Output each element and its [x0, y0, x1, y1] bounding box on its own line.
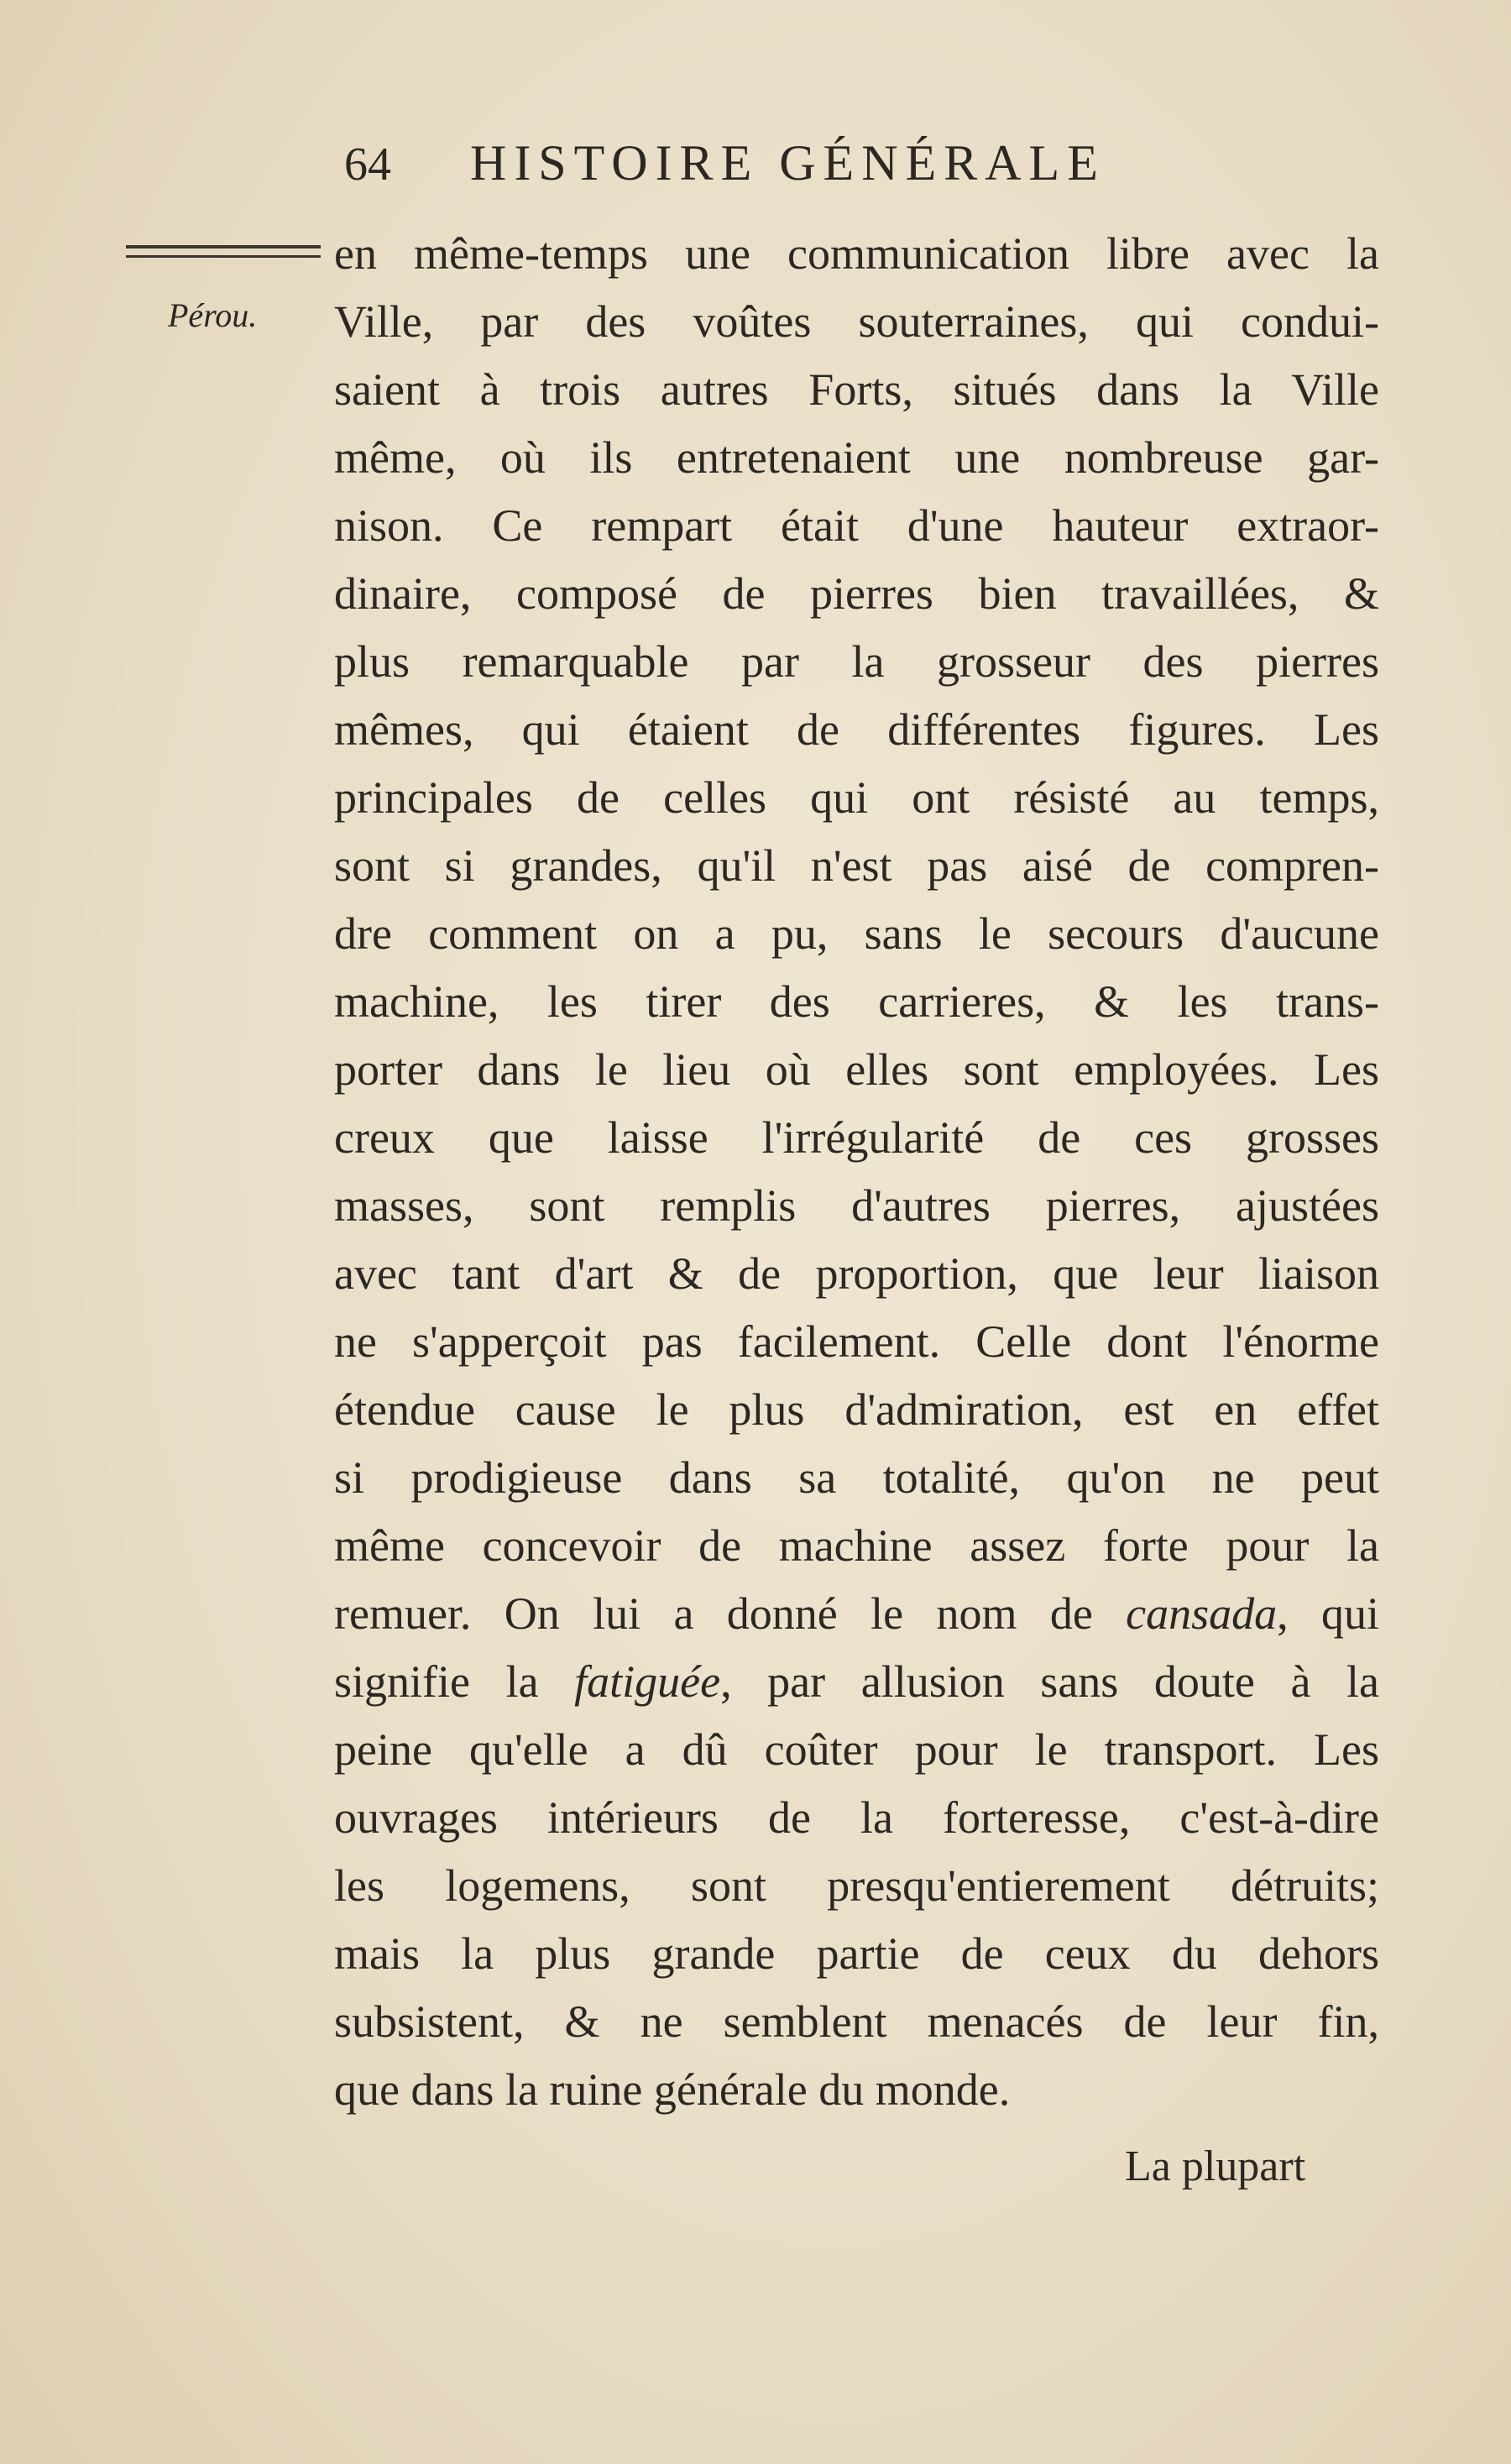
margin-rule [126, 245, 321, 258]
text-line: machine, les tirer des carrieres, & les trans- [334, 976, 1379, 1027]
text-line: creux que laisse l'irrégularité de ces grosses [334, 1112, 1379, 1163]
text-line: saient à trois autres Forts, situés dans la Ville [334, 364, 1379, 415]
italic-term-fatiguee: fatiguée [574, 1656, 721, 1707]
text-line: étendue cause le plus d'admiration, est en effet [334, 1384, 1379, 1435]
text-line: en même-temps une communication libre avec la [334, 228, 1379, 279]
text-line [334, 1648, 1379, 1716]
text-line: plus remarquable par la grosseur des pierres [334, 636, 1379, 687]
text-line: Ville, par des voûtes souterraines, qui condui- [334, 296, 1379, 347]
text-line: ne s'apperçoit pas facilement. Celle dont l'énorme [334, 1316, 1379, 1367]
text-line-last: que dans la ruine générale du monde. [334, 2064, 1011, 2115]
text-run: signifie la [334, 1656, 575, 1707]
text-run: remuer. On lui a donné le nom de [334, 1588, 1127, 1639]
text-line: même concevoir de machine assez forte pour la [334, 1520, 1379, 1571]
margin-note: Pérou. [168, 296, 258, 334]
text-line: dre comment on a pu, sans le secours d'aucune [334, 908, 1379, 959]
text-line: ouvrages intérieurs de la forteresse, c'est-à-dire [334, 1792, 1379, 1843]
text-line: les logemens, sont presqu'entierement détruits; [334, 1860, 1379, 1911]
italic-term-cansada: cansada [1126, 1588, 1278, 1639]
running-title: HISTOIRE GÉNÉRALE [470, 135, 1106, 191]
text-line: principales de celles qui ont résisté au temps, [334, 772, 1379, 823]
text-line: nison. Ce rempart était d'une hauteur extraor- [334, 500, 1379, 551]
text-line: sont si grandes, qu'il n'est pas aisé de compren- [334, 840, 1379, 891]
text-line [334, 1580, 1379, 1648]
text-line: porter dans le lieu où elles sont employées. Les [334, 1044, 1379, 1095]
text-run: , qui [1277, 1588, 1379, 1639]
text-line: subsistent, & ne semblent menacés de leur fin, [334, 1996, 1379, 2047]
body-text [334, 220, 1379, 2124]
page-number: 64 [344, 139, 391, 191]
text-line: avec tant d'art & de proportion, que leur liaison [334, 1248, 1379, 1299]
text-line: même, où ils entretenaient une nombreuse gar- [334, 432, 1379, 483]
catchword: La plupart [1125, 2142, 1306, 2190]
text-line: si prodigieuse dans sa totalité, qu'on ne peut [334, 1452, 1379, 1503]
text-line: dinaire, composé de pierres bien travaillées, & [334, 568, 1379, 619]
text-line: peine qu'elle a dû coûter pour le transport. Les [334, 1724, 1379, 1775]
text-line: mêmes, qui étaient de différentes figures. Les [334, 704, 1379, 755]
running-head [344, 134, 1251, 201]
text-run: , par allusion sans doute à la [720, 1656, 1379, 1707]
text-line: masses, sont remplis d'autres pierres, ajustées [334, 1180, 1379, 1231]
text-line: mais la plus grande partie de ceux du dehors [334, 1928, 1379, 1979]
